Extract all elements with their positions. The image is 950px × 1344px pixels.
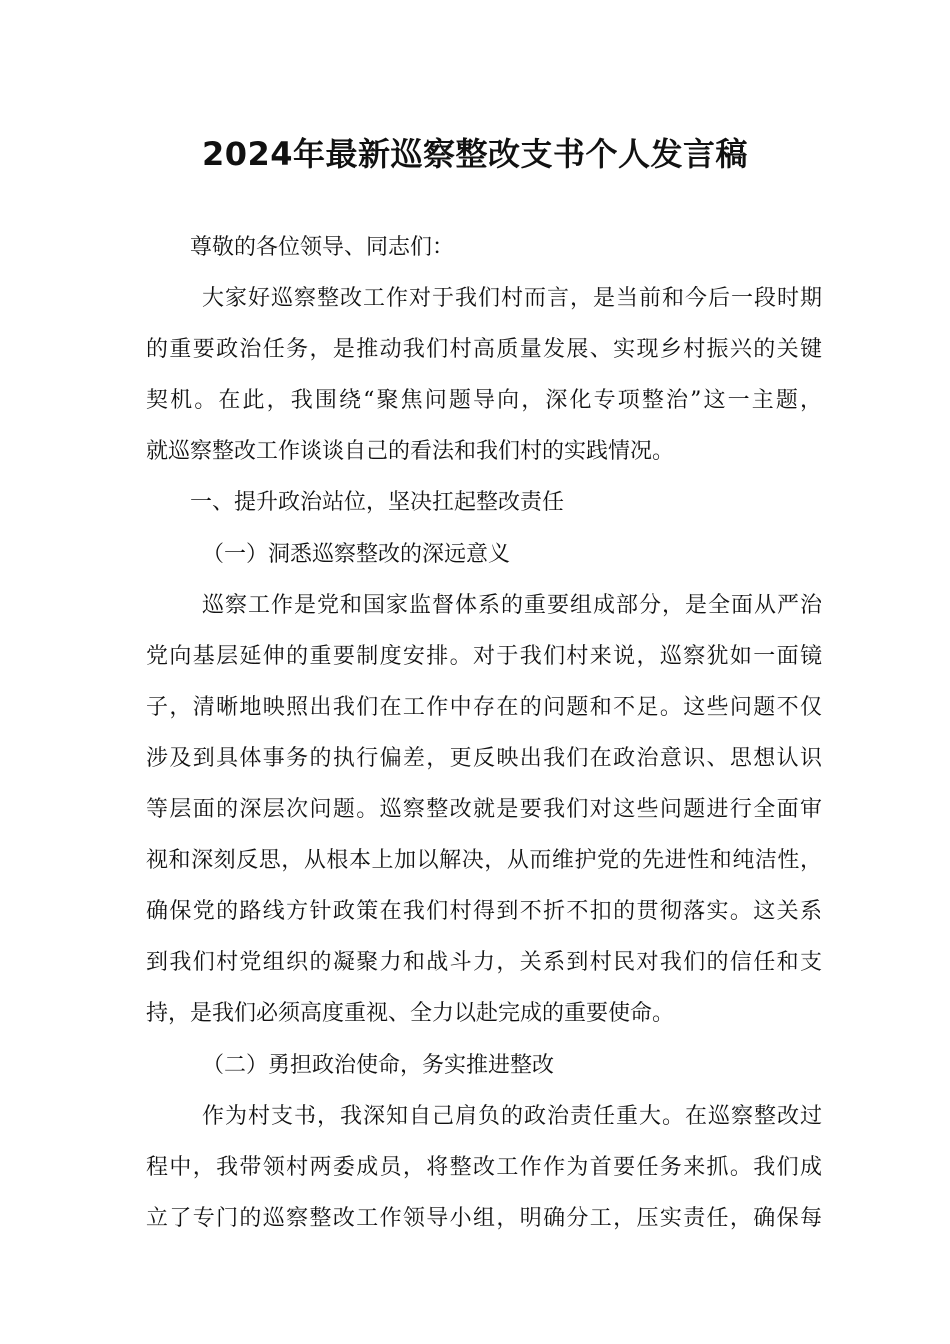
paragraph-2: [146, 1100, 822, 1253]
intro-line-1: 大家好巡察整改工作对于我们村而言，是当前和今后一段时期: [202, 286, 822, 312]
paragraph-1-line-4: 涉及到具体事务的执行偏差，更反映出我们在政治意识、思想认识: [146, 745, 822, 771]
paragraph-2-line-2: 程中，我带领村两委成员，将整改工作作为首要任务来抓。我们成: [146, 1154, 822, 1180]
paragraph-2-line-1: 作为村支书，我深知自己肩负的政治责任重大。在巡察整改过: [202, 1103, 822, 1129]
paragraph-1-line-5: 等层面的深层次问题。巡察整改就是要我们对这些问题进行全面审: [146, 797, 822, 823]
salutation: 尊敬的各位领导、同志们：: [190, 235, 455, 260]
subsection-heading-2: （二）勇担政治使命，务实推进整改: [202, 1052, 555, 1078]
intro-line-4: 就巡察整改工作谈谈自己的看法和我们村的实践情况。: [146, 439, 675, 465]
intro-line-2: 的重要政治任务，是推动我们村高质量发展、实现乡村振兴的关键: [146, 337, 822, 363]
paragraph-1-line-9: 持，是我们必须高度重视、全力以赴完成的重要使命。: [146, 1001, 675, 1027]
paragraph-2-line-3: 立了专门的巡察整改工作领导小组，明确分工，压实责任，确保每: [146, 1205, 822, 1231]
paragraph-1: [146, 589, 822, 1049]
paragraph-1-line-7: 确保党的路线方针政策在我们村得到不折不扣的贯彻落实。这关系: [146, 899, 822, 925]
paragraph-1-line-6: 视和深刻反思，从根本上加以解决，从而维护党的先进性和纯洁性，: [146, 848, 822, 874]
paragraph-1-line-1: 巡察工作是党和国家监督体系的重要组成部分，是全面从严治: [202, 592, 822, 618]
document-title: 2024年最新巡察整改支书个人发言稿: [201, 135, 749, 173]
paragraph-1-line-2: 党向基层延伸的重要制度安排。对于我们村来说，巡察犹如一面镜: [146, 643, 822, 669]
paragraph-1-line-8: 到我们村党组织的凝聚力和战斗力，关系到村民对我们的信任和支: [146, 950, 822, 976]
paragraph-1-line-3: 子，清晰地映照出我们在工作中存在的问题和不足。这些问题不仅: [146, 694, 822, 720]
document-body: [146, 231, 822, 1253]
subsection-heading-1: （一）洞悉巡察整改的深远意义: [202, 541, 511, 567]
section-heading-1: 一、提升政治站位，坚决扛起整改责任: [190, 490, 565, 516]
intro-line-3: 契机。在此，我围绕“聚焦问题导向，深化专项整治”这一主题，: [146, 388, 822, 414]
intro-paragraph: [146, 282, 822, 486]
